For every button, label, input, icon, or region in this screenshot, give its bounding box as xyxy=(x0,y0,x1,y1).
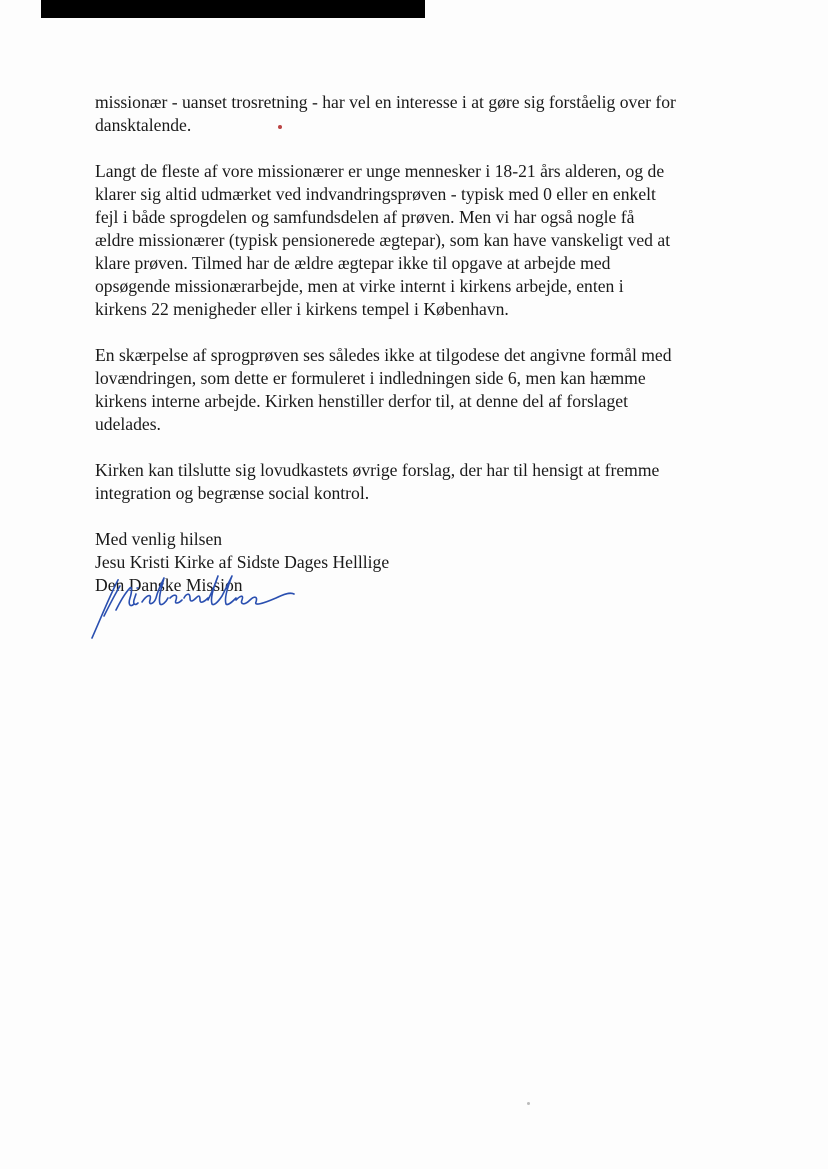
scan-speck xyxy=(527,1102,530,1105)
letter-body xyxy=(95,91,765,597)
text-line: dansktalende. xyxy=(95,115,192,135)
text-line: integration og begrænse social kontrol. xyxy=(95,483,370,503)
text-line: klarer sig altid udmærket ved indvandringsprøven - typisk med 0 eller en enkelt xyxy=(95,184,656,204)
handwritten-signature xyxy=(86,570,301,642)
closing-salutation: Med venlig hilsen xyxy=(95,529,223,549)
closing-mission: Den Danske Mission xyxy=(95,575,243,595)
text-line: klare prøven. Tilmed har de ældre ægtepar ikke til opgave at arbejde med xyxy=(95,253,611,273)
scan-speck xyxy=(278,125,282,129)
paragraph-1 xyxy=(95,91,765,137)
paragraph-4 xyxy=(95,459,765,505)
closing-organization: Jesu Kristi Kirke af Sidste Dages Helllige xyxy=(95,552,390,572)
text-line: Kirken kan tilslutte sig lovudkastets øvrige forslag, der har til hensigt at fremme xyxy=(95,460,660,480)
text-line: En skærpelse af sprogprøven ses således ikke at tilgodese det angivne formål med xyxy=(95,345,672,365)
text-line: fejl i både sprogdelen og samfundsdelen af prøven. Men vi har også nogle få xyxy=(95,207,635,227)
redaction-bar xyxy=(41,0,425,18)
text-line: udelades. xyxy=(95,414,161,434)
text-line: kirkens interne arbejde. Kirken henstiller derfor til, at denne del af forslaget xyxy=(95,391,628,411)
text-line: missionær - uanset trosretning - har vel en interesse i at gøre sig forståelig over for xyxy=(95,92,676,112)
text-line: Langt de fleste af vore missionærer er unge mennesker i 18-21 års alderen, og de xyxy=(95,161,665,181)
text-line: ældre missionærer (typisk pensionerede ægtepar), som kan have vanskeligt ved at xyxy=(95,230,671,250)
text-line: kirkens 22 menigheder eller i kirkens tempel i København. xyxy=(95,299,509,319)
paragraph-3 xyxy=(95,344,765,436)
paragraph-2 xyxy=(95,160,765,321)
text-line: lovændringen, som dette er formuleret i indledningen side 6, men kan hæmme xyxy=(95,368,646,388)
text-line: opsøgende missionærarbejde, men at virke internt i kirkens arbejde, enten i xyxy=(95,276,624,296)
